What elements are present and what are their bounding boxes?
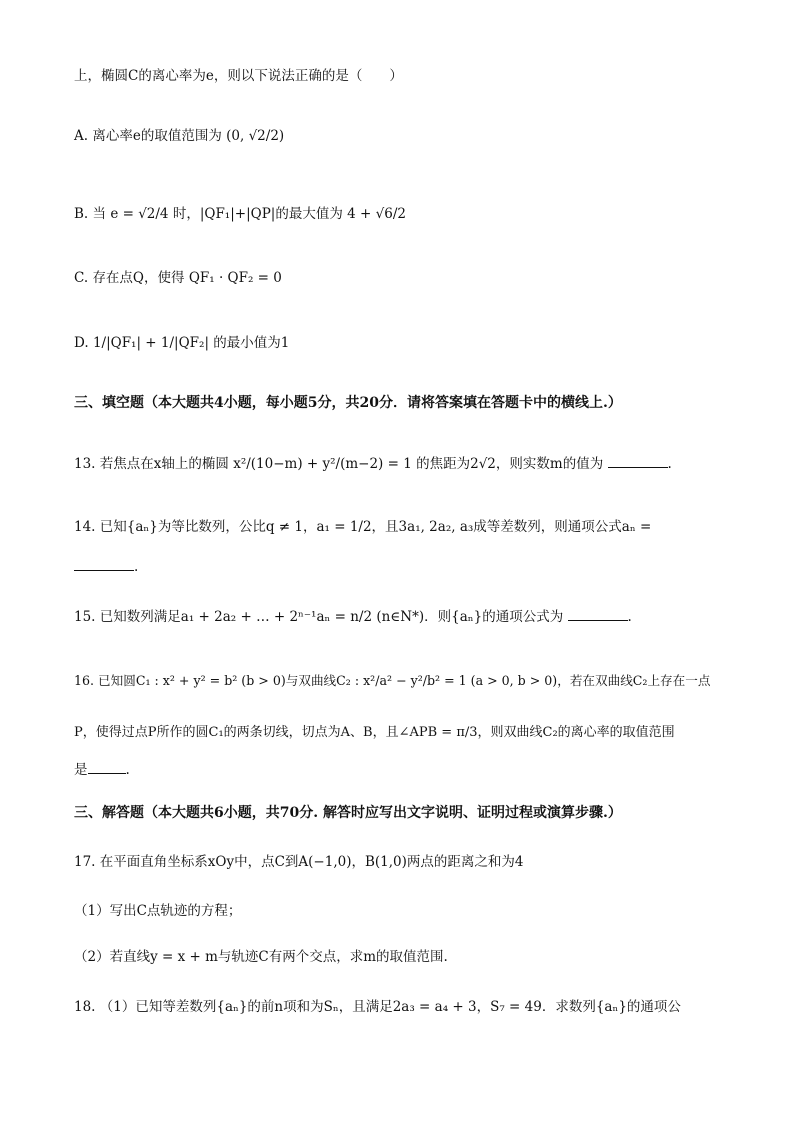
question-number: 15. <box>74 609 96 625</box>
punct: . <box>667 456 672 472</box>
question-15 <box>74 606 632 627</box>
option-math: 4 + √6/2 <box>347 206 406 222</box>
option-math: e = √2/4 <box>110 206 169 222</box>
answer-blank <box>608 453 668 468</box>
option-text: 当 <box>92 206 107 222</box>
question-13 <box>74 453 672 474</box>
question-16-line2: P，使得过点P所作的圆C₁的两条切线，切点为A、B，且∠APB = π/3，则双曲线C₂的离心率的取值范围 <box>74 725 675 740</box>
option-text: 时，|QF₁|+|QP|的最大值为 <box>172 206 343 222</box>
question-14-cont <box>74 556 138 577</box>
question-17-part2: （2）若直线y = x + m与轨迹C有两个交点，求m的取值范围. <box>74 949 448 965</box>
question-text: 的焦距为2√2，则实数m的值为 <box>416 456 604 472</box>
option-text: 存在点Q，使得 <box>92 270 185 286</box>
answer-blank <box>568 606 628 621</box>
question-17-part1: （1）写出C点轨迹的方程； <box>74 903 242 919</box>
answer-blank <box>88 759 126 774</box>
section-heading-answers: 三、解答题（本大题共6小题，共70分. 解答时应写出文字说明、证明过程或演算步骤.） <box>74 805 622 821</box>
section-heading-fill-in: 三、填空题（本大题共4小题，每小题5分，共20分．请将答案填在答题卡中的横线上.） <box>74 395 622 411</box>
question-16 <box>74 671 710 691</box>
question-number: 16. <box>74 673 95 688</box>
question-text: 已知{aₙ}为等比数列，公比q ≠ 1，a₁ = 1/2，且3a₁, 2a₂, a₃成等差数列，则通项公式aₙ = <box>99 519 652 535</box>
question-math: x²/(10−m) + y²/(m−2) = 1 <box>233 456 412 472</box>
answer-blank <box>74 556 134 571</box>
question-14 <box>74 517 651 537</box>
question-number: 14. <box>74 519 96 535</box>
question-18 <box>74 997 681 1017</box>
option-label: A. <box>74 128 89 144</box>
question-text: 已知圆C₁ : x² + y² = b² (b > 0)与双曲线C₂ : x²/a² − y²/b² = 1 (a > 0, b > 0)，若在双曲线C₂上存在一点 <box>98 673 711 688</box>
question-text: 是 <box>74 762 88 778</box>
question-text: （1）已知等差数列{aₙ}的前n项和为Sₙ，且满足2a₃ = a₄ + 3，S₇ = 49．求数列{aₙ}的通项公 <box>99 999 681 1015</box>
option-d <box>74 333 289 353</box>
question-stem: 上，椭圆C的离心率为e，则以下说法正确的是（ ） <box>74 68 403 84</box>
punct: . <box>134 559 139 575</box>
question-16-line3 <box>74 759 130 780</box>
option-math: (0, √2/2) <box>226 128 285 144</box>
question-17 <box>74 852 524 872</box>
question-number: 13. <box>74 456 96 472</box>
question-text: 已知数列满足a₁ + 2a₂ + … + 2ⁿ⁻¹aₙ = n/2 (n∈N*)．则{aₙ}的通项公式为 <box>99 609 564 625</box>
option-text: 离心率e的取值范围为 <box>92 128 222 144</box>
punct: . <box>627 609 632 625</box>
question-text: 若焦点在x轴上的椭圆 <box>99 456 229 472</box>
option-label: D. <box>74 335 89 351</box>
option-text: 的最小值为1 <box>213 335 290 351</box>
option-label: C. <box>74 270 89 286</box>
option-a <box>74 126 284 146</box>
option-label: B. <box>74 206 89 222</box>
question-number: 18. <box>74 999 96 1015</box>
option-math: 1/|QF₁| + 1/|QF₂| <box>92 335 209 351</box>
option-math: QF₁ · QF₂ = 0 <box>188 270 282 286</box>
question-number: 17. <box>74 854 96 870</box>
option-b <box>74 204 406 224</box>
question-text: 在平面直角坐标系xOy中，点C到A(−1,0)，B(1,0)两点的距离之和为4 <box>99 854 524 870</box>
punct: . <box>125 762 130 778</box>
option-c <box>74 268 282 288</box>
